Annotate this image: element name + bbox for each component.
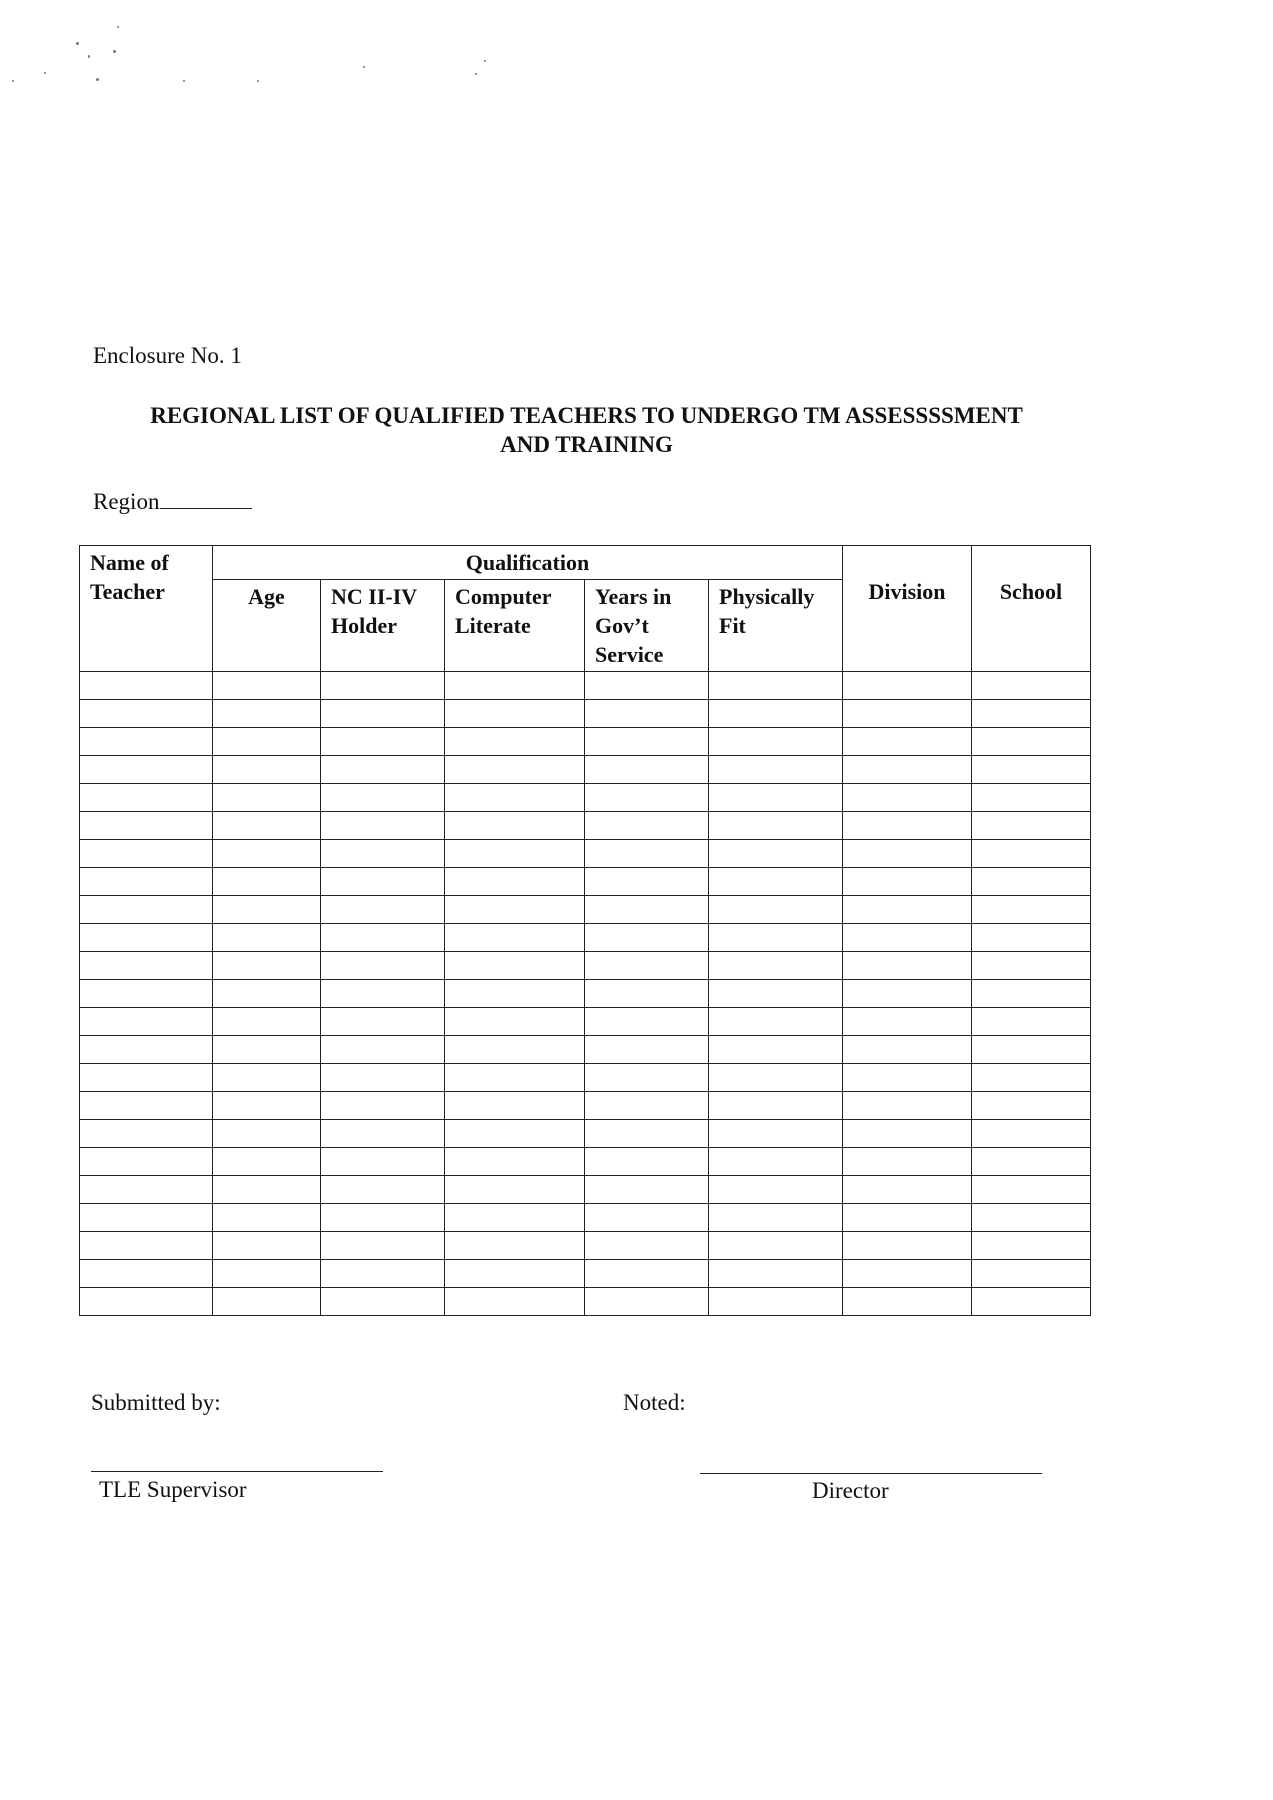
table-row <box>80 1232 1091 1260</box>
cell-years-in-service[interactable] <box>585 1120 709 1148</box>
cell-division[interactable] <box>843 700 972 728</box>
cell-nc-holder[interactable] <box>321 924 445 952</box>
cell-years-in-service[interactable] <box>585 1036 709 1064</box>
cell-physically-fit[interactable] <box>709 672 843 700</box>
cell-age[interactable] <box>213 980 321 1008</box>
table-row <box>80 1176 1091 1204</box>
cell-age[interactable] <box>213 840 321 868</box>
cell-name[interactable] <box>80 1008 213 1036</box>
table-row <box>80 1260 1091 1288</box>
cell-division[interactable] <box>843 924 972 952</box>
cell-physically-fit[interactable] <box>709 1120 843 1148</box>
cell-physically-fit[interactable] <box>709 756 843 784</box>
cell-division[interactable] <box>843 784 972 812</box>
cell-physically-fit[interactable] <box>709 784 843 812</box>
cell-division[interactable] <box>843 812 972 840</box>
cell-years-in-service[interactable] <box>585 728 709 756</box>
cell-school[interactable] <box>972 840 1091 868</box>
cell-nc-holder[interactable] <box>321 1120 445 1148</box>
cell-name[interactable] <box>80 1092 213 1120</box>
cell-age[interactable] <box>213 1036 321 1064</box>
header-age: Age <box>213 580 321 672</box>
cell-nc-holder[interactable] <box>321 812 445 840</box>
cell-nc-holder[interactable] <box>321 1008 445 1036</box>
cell-division[interactable] <box>843 1176 972 1204</box>
cell-computer-literate[interactable] <box>445 924 585 952</box>
cell-school[interactable] <box>972 1120 1091 1148</box>
cell-years-in-service[interactable] <box>585 756 709 784</box>
table-row <box>80 1288 1091 1316</box>
table-row <box>80 1092 1091 1120</box>
cell-nc-holder[interactable] <box>321 1204 445 1232</box>
cell-name[interactable] <box>80 1036 213 1064</box>
cell-age[interactable] <box>213 868 321 896</box>
header-nc-holder: NC II-IV Holder <box>321 580 445 672</box>
noted-label: Noted: <box>623 1390 686 1415</box>
table-row <box>80 672 1091 700</box>
table-row <box>80 756 1091 784</box>
table-row <box>80 1064 1091 1092</box>
noted-signature-line[interactable] <box>700 1473 1042 1474</box>
table-row <box>80 700 1091 728</box>
cell-age[interactable] <box>213 1260 321 1288</box>
cell-years-in-service[interactable] <box>585 924 709 952</box>
cell-name[interactable] <box>80 784 213 812</box>
cell-computer-literate[interactable] <box>445 868 585 896</box>
cell-school[interactable] <box>972 924 1091 952</box>
cell-nc-holder[interactable] <box>321 868 445 896</box>
cell-division[interactable] <box>843 1288 972 1316</box>
cell-physically-fit[interactable] <box>709 896 843 924</box>
cell-years-in-service[interactable] <box>585 840 709 868</box>
cell-school[interactable] <box>972 1204 1091 1232</box>
cell-name[interactable] <box>80 1148 213 1176</box>
cell-school[interactable] <box>972 784 1091 812</box>
cell-school[interactable] <box>972 700 1091 728</box>
header-school: School <box>972 546 1091 672</box>
cell-nc-holder[interactable] <box>321 1148 445 1176</box>
cell-age[interactable] <box>213 952 321 980</box>
cell-name[interactable] <box>80 1064 213 1092</box>
region-blank-line[interactable] <box>160 488 252 509</box>
cell-physically-fit[interactable] <box>709 924 843 952</box>
header-years-in-service: Years in Gov’t Service <box>585 580 709 672</box>
table-row <box>80 1120 1091 1148</box>
cell-school[interactable] <box>972 1064 1091 1092</box>
cell-division[interactable] <box>843 868 972 896</box>
cell-physically-fit[interactable] <box>709 868 843 896</box>
cell-physically-fit[interactable] <box>709 952 843 980</box>
cell-school[interactable] <box>972 756 1091 784</box>
cell-physically-fit[interactable] <box>709 1260 843 1288</box>
header-computer-literate: Computer Literate <box>445 580 585 672</box>
cell-physically-fit[interactable] <box>709 980 843 1008</box>
cell-age[interactable] <box>213 784 321 812</box>
cell-division[interactable] <box>843 1232 972 1260</box>
cell-name[interactable] <box>80 896 213 924</box>
cell-name[interactable] <box>80 980 213 1008</box>
cell-years-in-service[interactable] <box>585 812 709 840</box>
cell-age[interactable] <box>213 728 321 756</box>
cell-age[interactable] <box>213 896 321 924</box>
cell-computer-literate[interactable] <box>445 756 585 784</box>
cell-name[interactable] <box>80 1204 213 1232</box>
cell-physically-fit[interactable] <box>709 1064 843 1092</box>
cell-age[interactable] <box>213 924 321 952</box>
table-row <box>80 924 1091 952</box>
region-field <box>93 488 252 515</box>
cell-age[interactable] <box>213 812 321 840</box>
cell-name[interactable] <box>80 672 213 700</box>
cell-years-in-service[interactable] <box>585 1204 709 1232</box>
cell-years-in-service[interactable] <box>585 980 709 1008</box>
cell-computer-literate[interactable] <box>445 1204 585 1232</box>
cell-years-in-service[interactable] <box>585 868 709 896</box>
cell-computer-literate[interactable] <box>445 812 585 840</box>
table-row <box>80 840 1091 868</box>
cell-nc-holder[interactable] <box>321 840 445 868</box>
cell-nc-holder[interactable] <box>321 700 445 728</box>
cell-name[interactable] <box>80 1120 213 1148</box>
cell-years-in-service[interactable] <box>585 1064 709 1092</box>
cell-physically-fit[interactable] <box>709 1204 843 1232</box>
cell-nc-holder[interactable] <box>321 1232 445 1260</box>
cell-nc-holder[interactable] <box>321 1288 445 1316</box>
cell-name[interactable] <box>80 1176 213 1204</box>
submitted-by-label: Submitted by: <box>91 1390 221 1415</box>
cell-physically-fit[interactable] <box>709 1008 843 1036</box>
submitted-signature-line[interactable] <box>91 1471 383 1472</box>
cell-years-in-service[interactable] <box>585 672 709 700</box>
cell-age[interactable] <box>213 1232 321 1260</box>
cell-computer-literate[interactable] <box>445 784 585 812</box>
document-title <box>80 401 1093 459</box>
cell-physically-fit[interactable] <box>709 1036 843 1064</box>
cell-name[interactable] <box>80 756 213 784</box>
cell-physically-fit[interactable] <box>709 1148 843 1176</box>
cell-physically-fit[interactable] <box>709 812 843 840</box>
cell-nc-holder[interactable] <box>321 728 445 756</box>
cell-age[interactable] <box>213 1008 321 1036</box>
cell-division[interactable] <box>843 672 972 700</box>
cell-name[interactable] <box>80 924 213 952</box>
cell-years-in-service[interactable] <box>585 952 709 980</box>
cell-computer-literate[interactable] <box>445 672 585 700</box>
cell-school[interactable] <box>972 868 1091 896</box>
title-line-2: AND TRAINING <box>500 432 673 457</box>
cell-computer-literate[interactable] <box>445 1092 585 1120</box>
cell-computer-literate[interactable] <box>445 896 585 924</box>
cell-physically-fit[interactable] <box>709 728 843 756</box>
cell-school[interactable] <box>972 1176 1091 1204</box>
cell-physically-fit[interactable] <box>709 1092 843 1120</box>
cell-nc-holder[interactable] <box>321 1064 445 1092</box>
cell-school[interactable] <box>972 1148 1091 1176</box>
cell-computer-literate[interactable] <box>445 700 585 728</box>
cell-division[interactable] <box>843 1036 972 1064</box>
cell-computer-literate[interactable] <box>445 1148 585 1176</box>
cell-school[interactable] <box>972 812 1091 840</box>
table-row <box>80 812 1091 840</box>
cell-division[interactable] <box>843 896 972 924</box>
cell-division[interactable] <box>843 1008 972 1036</box>
cell-division[interactable] <box>843 980 972 1008</box>
table-row <box>80 980 1091 1008</box>
cell-nc-holder[interactable] <box>321 756 445 784</box>
cell-nc-holder[interactable] <box>321 980 445 1008</box>
cell-name[interactable] <box>80 868 213 896</box>
cell-computer-literate[interactable] <box>445 980 585 1008</box>
cell-years-in-service[interactable] <box>585 1288 709 1316</box>
table-row <box>80 868 1091 896</box>
cell-name[interactable] <box>80 952 213 980</box>
table-row <box>80 1036 1091 1064</box>
cell-years-in-service[interactable] <box>585 1232 709 1260</box>
cell-age[interactable] <box>213 1176 321 1204</box>
table-row <box>80 1008 1091 1036</box>
cell-years-in-service[interactable] <box>585 1008 709 1036</box>
cell-school[interactable] <box>972 728 1091 756</box>
cell-computer-literate[interactable] <box>445 952 585 980</box>
cell-division[interactable] <box>843 1204 972 1232</box>
cell-division[interactable] <box>843 1064 972 1092</box>
cell-division[interactable] <box>843 840 972 868</box>
cell-school[interactable] <box>972 1260 1091 1288</box>
cell-school[interactable] <box>972 1008 1091 1036</box>
table-row <box>80 728 1091 756</box>
cell-name[interactable] <box>80 1232 213 1260</box>
cell-division[interactable] <box>843 1092 972 1120</box>
cell-school[interactable] <box>972 980 1091 1008</box>
cell-division[interactable] <box>843 1148 972 1176</box>
cell-age[interactable] <box>213 1288 321 1316</box>
table-row <box>80 1148 1091 1176</box>
cell-age[interactable] <box>213 756 321 784</box>
cell-computer-literate[interactable] <box>445 1008 585 1036</box>
cell-physically-fit[interactable] <box>709 1176 843 1204</box>
cell-age[interactable] <box>213 672 321 700</box>
enclosure-label: Enclosure No. 1 <box>93 343 242 368</box>
cell-nc-holder[interactable] <box>321 896 445 924</box>
table-row <box>80 952 1091 980</box>
cell-age[interactable] <box>213 1204 321 1232</box>
cell-division[interactable] <box>843 728 972 756</box>
cell-computer-literate[interactable] <box>445 1260 585 1288</box>
cell-school[interactable] <box>972 896 1091 924</box>
table-row <box>80 1204 1091 1232</box>
cell-name[interactable] <box>80 1260 213 1288</box>
cell-computer-literate[interactable] <box>445 728 585 756</box>
cell-computer-literate[interactable] <box>445 1036 585 1064</box>
cell-nc-holder[interactable] <box>321 784 445 812</box>
region-label: Region <box>93 489 160 514</box>
table-row <box>80 784 1091 812</box>
cell-school[interactable] <box>972 1232 1091 1260</box>
cell-years-in-service[interactable] <box>585 1092 709 1120</box>
cell-physically-fit[interactable] <box>709 1232 843 1260</box>
cell-age[interactable] <box>213 700 321 728</box>
cell-age[interactable] <box>213 1120 321 1148</box>
cell-division[interactable] <box>843 952 972 980</box>
cell-nc-holder[interactable] <box>321 952 445 980</box>
cell-years-in-service[interactable] <box>585 1176 709 1204</box>
cell-physically-fit[interactable] <box>709 840 843 868</box>
table-body <box>80 672 1091 1316</box>
table-row <box>80 896 1091 924</box>
cell-division[interactable] <box>843 756 972 784</box>
cell-school[interactable] <box>972 952 1091 980</box>
director-label: Director <box>812 1478 889 1503</box>
cell-physically-fit[interactable] <box>709 1288 843 1316</box>
cell-name[interactable] <box>80 1288 213 1316</box>
cell-age[interactable] <box>213 1092 321 1120</box>
cell-years-in-service[interactable] <box>585 1148 709 1176</box>
cell-age[interactable] <box>213 1064 321 1092</box>
cell-school[interactable] <box>972 1092 1091 1120</box>
cell-name[interactable] <box>80 700 213 728</box>
cell-nc-holder[interactable] <box>321 1092 445 1120</box>
cell-computer-literate[interactable] <box>445 840 585 868</box>
header-physically-fit: Physically Fit <box>709 580 843 672</box>
cell-computer-literate[interactable] <box>445 1064 585 1092</box>
cell-nc-holder[interactable] <box>321 1260 445 1288</box>
cell-name[interactable] <box>80 840 213 868</box>
cell-years-in-service[interactable] <box>585 896 709 924</box>
cell-computer-literate[interactable] <box>445 1176 585 1204</box>
tle-supervisor-label: TLE Supervisor <box>99 1477 247 1502</box>
cell-division[interactable] <box>843 1260 972 1288</box>
cell-name[interactable] <box>80 812 213 840</box>
header-qualification: Qualification <box>213 546 843 580</box>
cell-computer-literate[interactable] <box>445 1288 585 1316</box>
cell-years-in-service[interactable] <box>585 784 709 812</box>
cell-physically-fit[interactable] <box>709 700 843 728</box>
cell-nc-holder[interactable] <box>321 672 445 700</box>
cell-nc-holder[interactable] <box>321 1036 445 1064</box>
cell-nc-holder[interactable] <box>321 1176 445 1204</box>
cell-school[interactable] <box>972 1036 1091 1064</box>
header-name-of-teacher: Name of Teacher <box>80 546 213 672</box>
cell-years-in-service[interactable] <box>585 700 709 728</box>
cell-name[interactable] <box>80 728 213 756</box>
cell-division[interactable] <box>843 1120 972 1148</box>
header-division: Division <box>843 546 972 672</box>
cell-computer-literate[interactable] <box>445 1232 585 1260</box>
cell-school[interactable] <box>972 1288 1091 1316</box>
title-line-1: REGIONAL LIST OF QUALIFIED TEACHERS TO UNDERGO TM ASSESSSSMENT <box>150 403 1023 428</box>
teachers-table <box>79 545 1091 1316</box>
cell-computer-literate[interactable] <box>445 1120 585 1148</box>
cell-years-in-service[interactable] <box>585 1260 709 1288</box>
cell-school[interactable] <box>972 672 1091 700</box>
cell-age[interactable] <box>213 1148 321 1176</box>
